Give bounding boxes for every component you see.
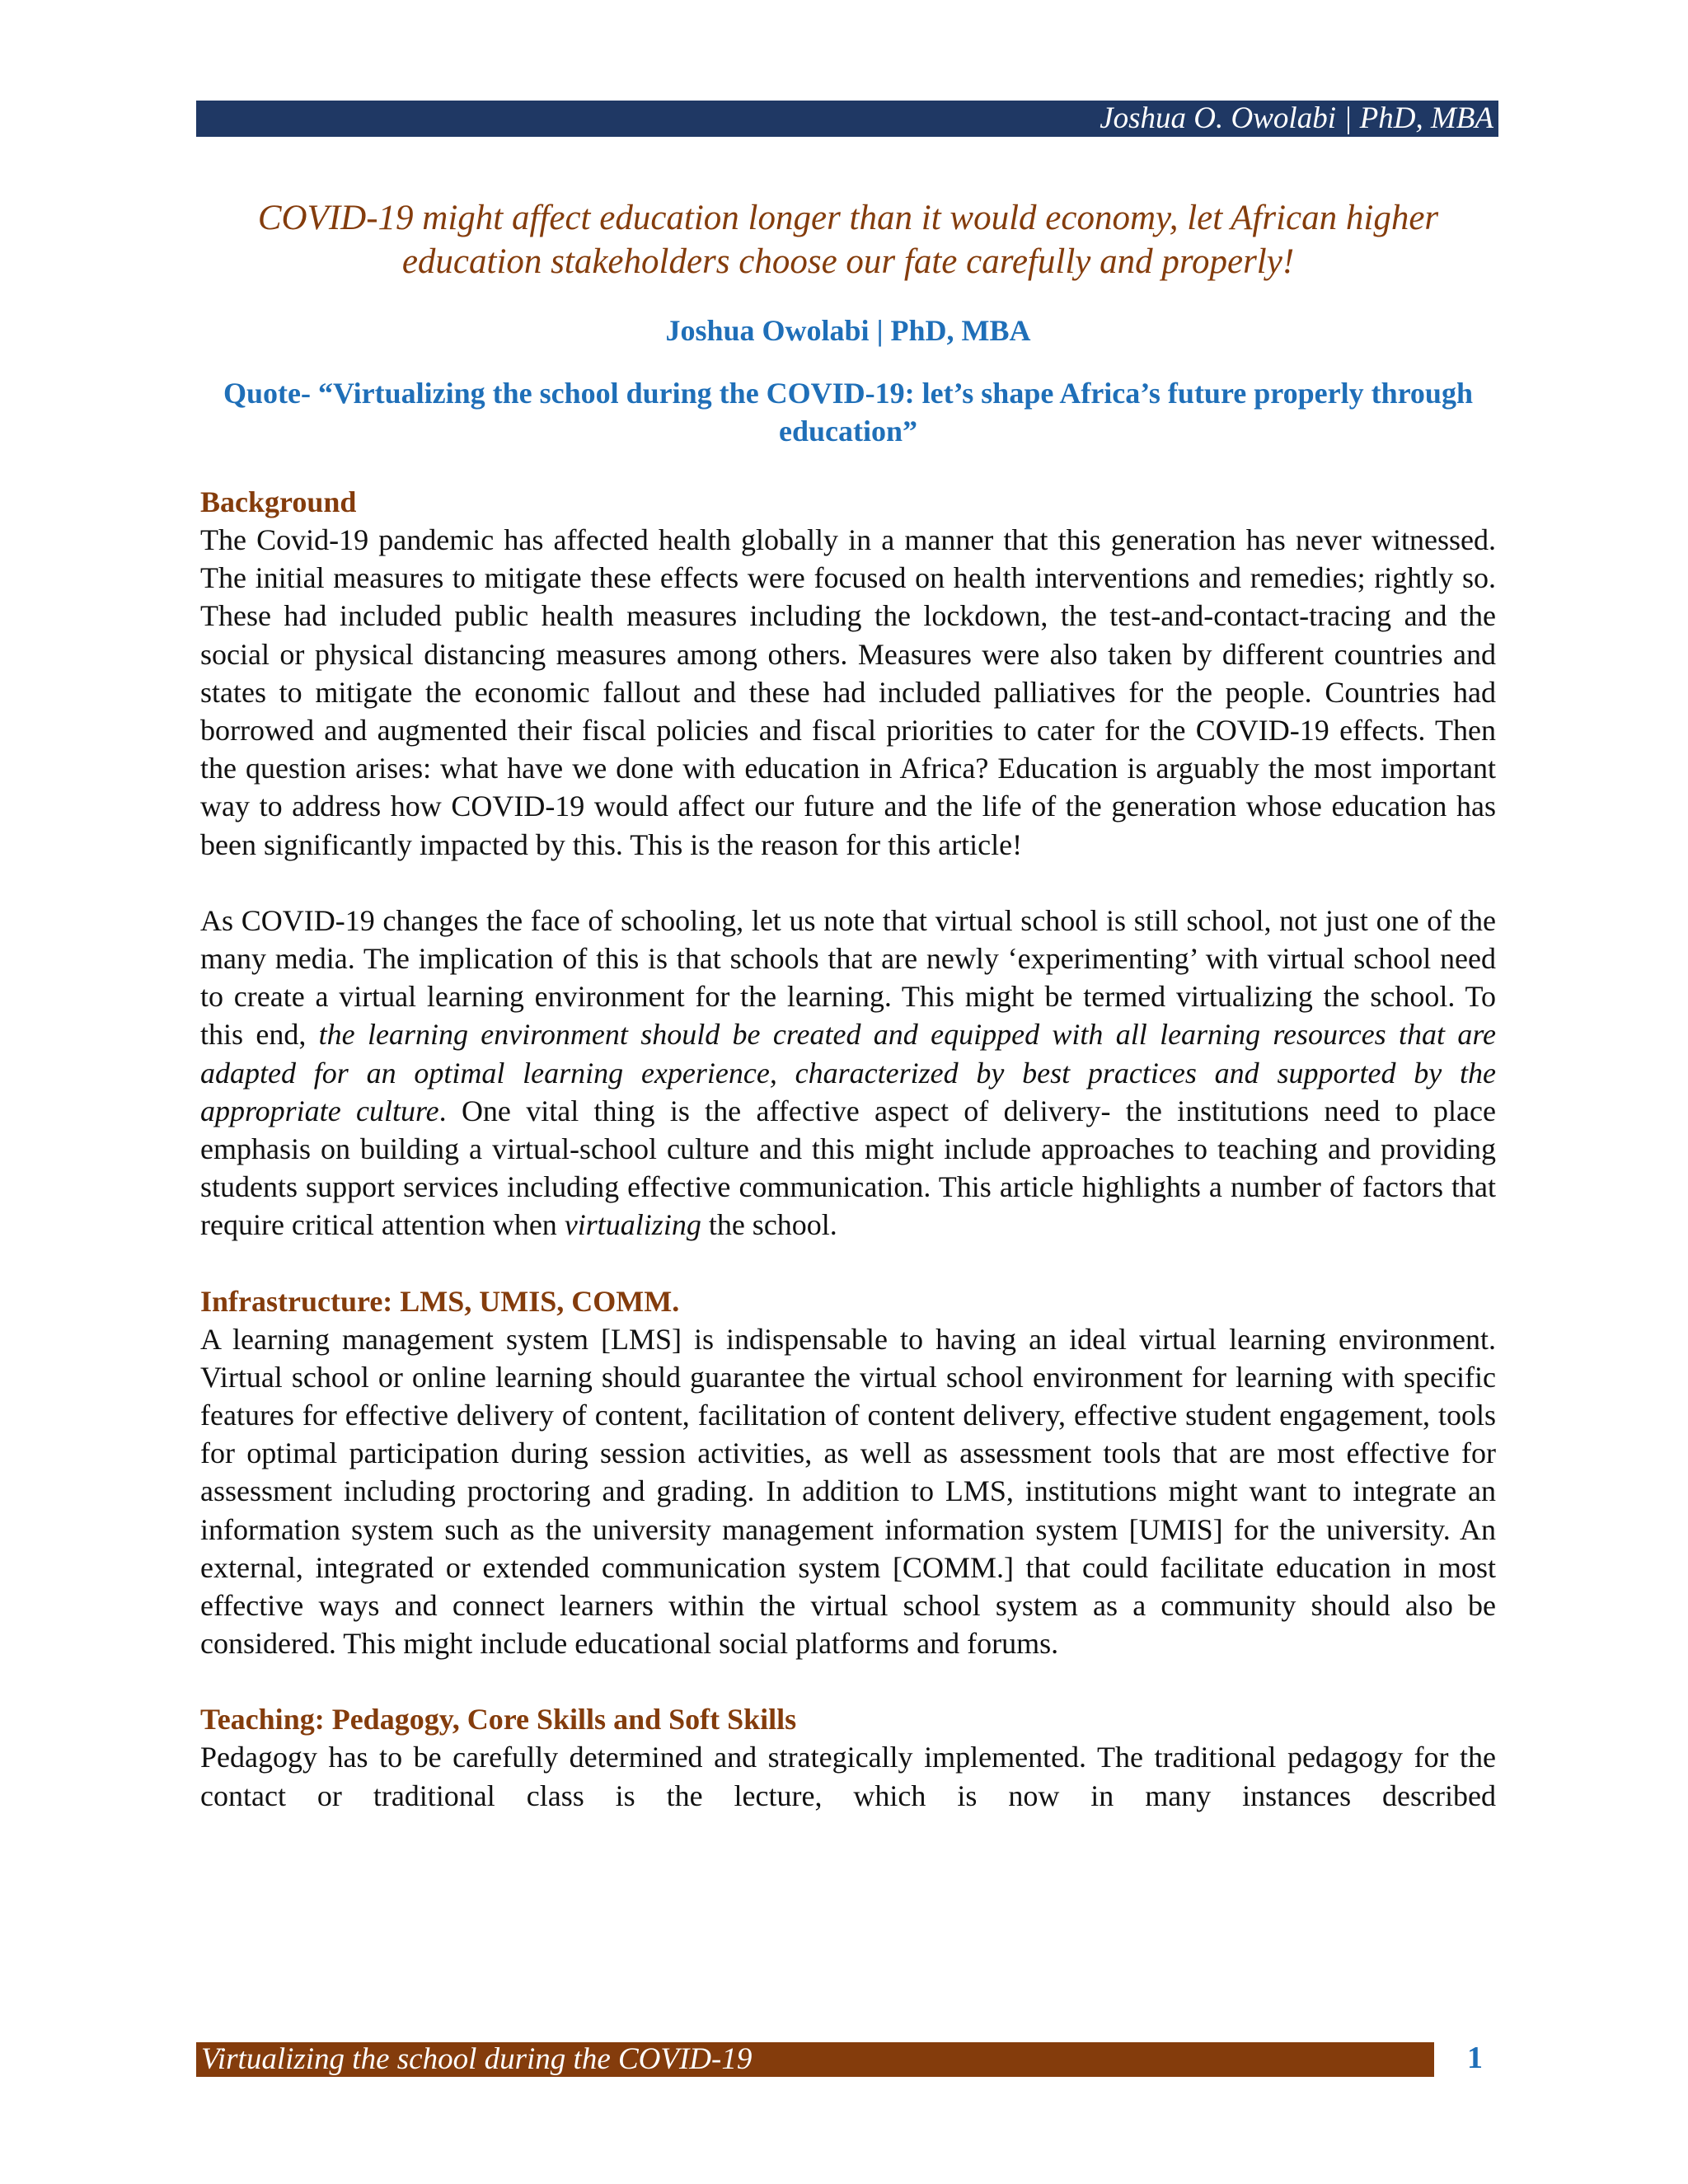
background-paragraph-2-end: the school. <box>701 1208 837 1242</box>
background-heading: Background <box>200 485 357 518</box>
teaching-paragraph-1: Pedagogy has to be carefully determined and strategically implemented. The traditional pedagogy for the contact or traditional class is the lecture, which is now in many instances described <box>200 1741 1496 1812</box>
background-paragraph-2 <box>200 902 1496 1244</box>
article-title: COVID-19 might affect education longer than it would economy, let African higher education stakeholders choose our fate carefully and properly! <box>257 199 1439 281</box>
page-content <box>200 196 1496 1815</box>
header-bar <box>196 101 1498 137</box>
teaching-heading: Teaching: Pedagogy, Core Skills and Soft Skills <box>200 1703 797 1736</box>
page-number: 1 <box>1467 2041 1483 2075</box>
footer-bar <box>196 2042 1434 2077</box>
footer-running-title: Virtualizing the school during the COVID-19 <box>201 2042 753 2076</box>
infrastructure-paragraph-1: A learning management system [LMS] is indispensable to having an ideal virtual learning environment. Virtual school or online learning should guarantee the virtual school environment for learning with specific features for effective delivery of content, facilitation of content delivery, effective student engagement, tools for optimal participation during session activities, as well as assessment tools that are most effective for assessment including proctoring and grading. In addition to LMS, institutions might want to integrate an information system such as the university management information system [UMIS] for the university. An external, integrated or extended communication system [COMM.] that could facilitate education in most effective ways and connect learners within the virtual school system as a community should also be considered. This might include educational social platforms and forums. <box>200 1322 1496 1661</box>
header-running-title: Joshua O. Owolabi | PhD, MBA <box>1100 101 1493 135</box>
background-paragraph-2-start: As COVID-19 changes the face of schooling, let us note that virtual school is still school, not just one of the many media. The implication of this is that schools that are newly ‘experimenting’ with virtual school need to create a virtual learning environment for the learning. This might be termed virtualizing the school. To this end, <box>200 903 1496 1052</box>
background-paragraph-2-middle: . One vital thing is the affective aspect of delivery- the institutions need to place emphasis on building a virtual-school culture and this might include approaches to teaching and providing students support services including effective communication. This article highlights a number of factors that require critical attention when <box>200 1094 1496 1242</box>
article-quote: Quote- “Virtualizing the school during the COVID-19: let’s shape Africa’s future properly through education” <box>223 377 1473 448</box>
infrastructure-heading: Infrastructure: LMS, UMIS, COMM. <box>200 1284 680 1318</box>
background-paragraph-2-emphasis: the learning environment should be created and equipped with all learning resources that are adapted for an optimal learning experience, characterized by best practices and supported by the appropriate culture <box>200 1018 1496 1127</box>
article-author: Joshua Owolabi | PhD, MBA <box>665 314 1031 347</box>
background-paragraph-2-emphasis-word: virtualizing <box>564 1208 701 1242</box>
background-paragraph-1: The Covid-19 pandemic has affected health globally in a manner that this generation has never witnessed. The initial measures to mitigate these effects were focused on health interventions and remedies; rightly so. These had included public health measures including the lockdown, the test-and-contact-tracing and the social or physical distancing measures among others. Measures were also taken by different countries and states to mitigate the economic fallout and these had included palliatives for the people. Countries had borrowed and augmented their fiscal policies and fiscal priorities to cater for the COVID-19 effects. Then the question arises: what have we done with education in Africa? Education is arguably the most important way to address how COVID-19 would affect our future and the life of the generation whose education has been significantly impacted by this. This is the reason for this article! <box>200 523 1496 861</box>
